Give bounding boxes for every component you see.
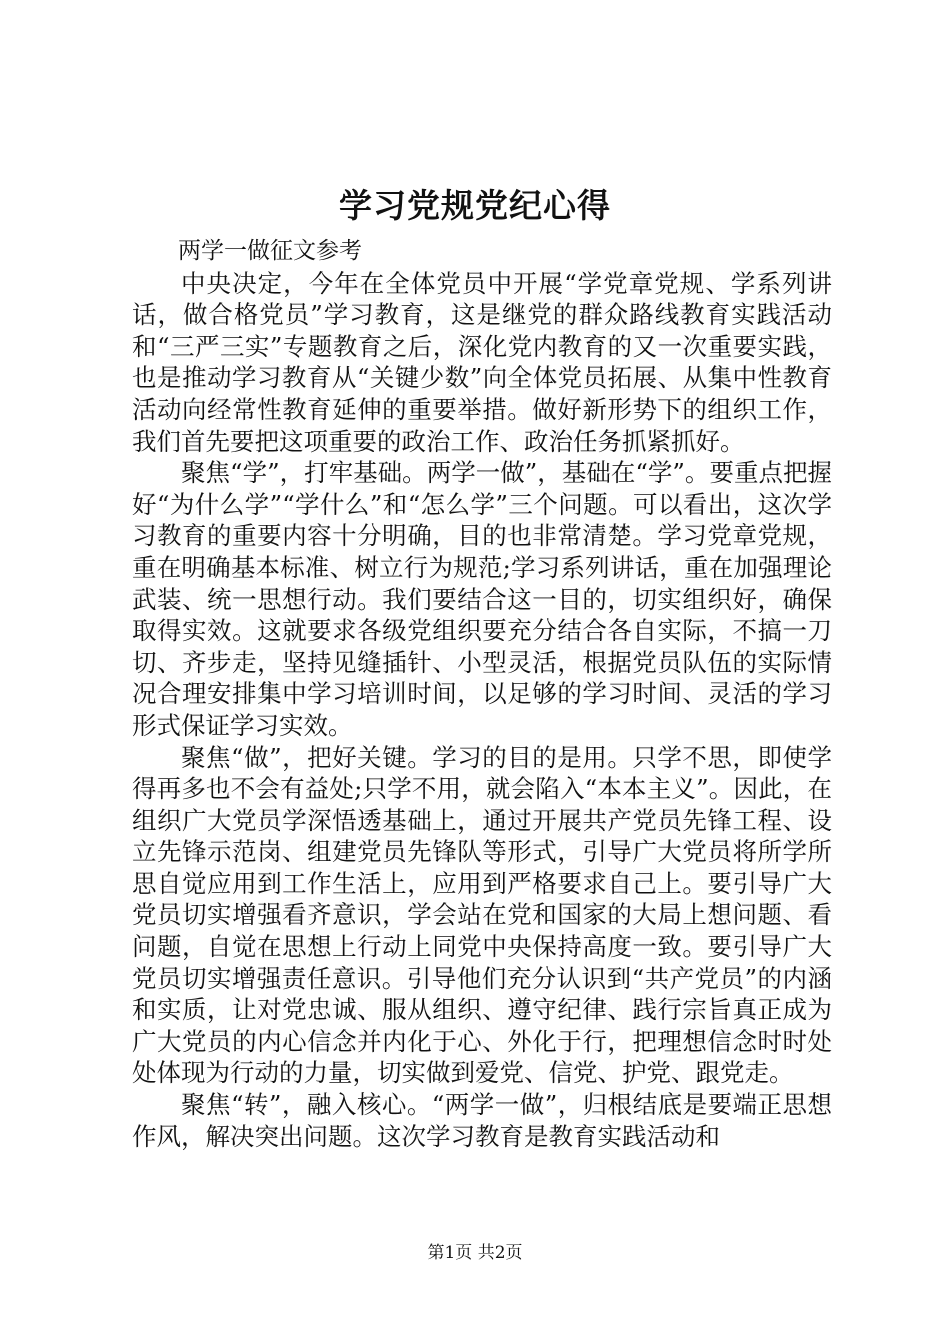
page-footer: 第1页 共2页 xyxy=(427,1243,523,1263)
paragraph-focus-transform: 聚焦“转”，融入核心。“两学一做”，归根结底是要端正思想作风，解决突出问题。这次学习教育是教育实践活动和 xyxy=(132,1090,832,1151)
document-title: 学习党规党纪心得 xyxy=(339,186,611,225)
document-subtitle: 两学一做征文参考 xyxy=(178,238,362,264)
paragraph-intro: 中央决定，今年在全体党员中开展“学党章党规、学系列讲话，做合格党员”学习教育，这是继党的群众路线教育实践活动和“三严三实”专题教育之后，深化党内教育的又一次重要实践，也是推动学习教育从“关键少数”向全体党员拓展、从集中性教育活动向经常性教育延伸的重要举措。做好新形势下的组织工作，我们首先要把这项重要的政治工作、政治任务抓紧抓好。 xyxy=(132,268,832,456)
paragraph-focus-study: 聚焦“学”，打牢基础。两学一做”，基础在“学”。要重点把握好“为什么学”“学什么”和“怎么学”三个问题。可以看出，这次学习教育的重要内容十分明确，目的也非常清楚。学习党章党规，重在明确基本标准、树立行为规范;学习系列讲话，重在加强理论武装、统一思想行动。我们要结合这一目的，切实组织好，确保取得实效。这就要求各级党组织要充分结合各自实际，不搞一刀切、齐步走，坚持见缝插针、小型灵活，根据党员队伍的实际情况合理安排集中学习培训时间，以足够的学习时间、灵活的学习形式保证学习实效。 xyxy=(132,458,832,740)
paragraph-focus-do: 聚焦“做”，把好关键。学习的目的是用。只学不思，即使学得再多也不会有益处;只学不用，就会陷入“本本主义”。因此，在组织广大党员学深悟透基础上，通过开展共产党员先锋工程、设立先锋示范岗、组建党员先锋队等形式，引导广大党员将所学所思自觉应用到工作生活上，应用到严格要求自己上。要引导广大党员切实增强看齐意识，学会站在党和国家的大局上想问题、看问题，自觉在思想上行动上同党中央保持高度一致。要引导广大党员切实增强责任意识。引导他们充分认识到“共产党员”的内涵和实质，让对党忠诚、服从组织、遵守纪律、践行宗旨真正成为广大党员的内心信念并内化于心、外化于行，把理想信念时时处处体现为行动的力量，切实做到爱党、信党、护党、跟党走。 xyxy=(132,742,832,1088)
document-body xyxy=(132,236,832,1152)
